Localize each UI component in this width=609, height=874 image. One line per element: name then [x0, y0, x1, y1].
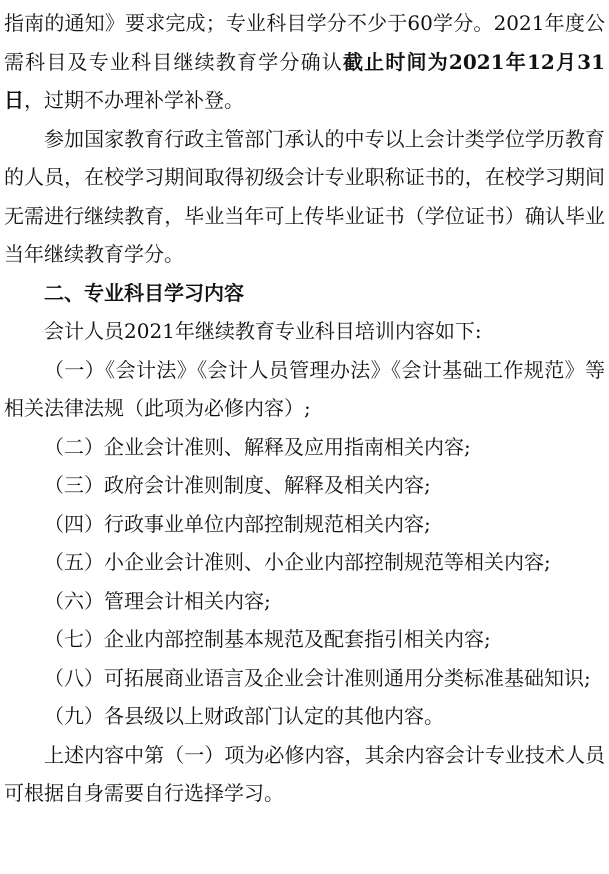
list-item: （七）企业内部控制基本规范及配套指引相关内容;: [44, 627, 491, 651]
list-item: （一）《会计法》《会计人员管理办法》《会计基础工作规范》等相关法律法规（此项为必修内容）;: [4, 357, 605, 420]
paragraph-closing: 上述内容中第（一）项为必修内容，其余内容会计专业技术人员可根据自身需要自行选择学习。: [4, 742, 605, 805]
list-item: （六）管理会计相关内容;: [44, 588, 271, 613]
paragraph-text: 指南的通知》要求完成；专业科目学分不少于60学分。2021年度公需科目及专业科目继续教育学分确认: [4, 11, 605, 74]
list-item: （二）企业会计准则、解释及应用指南相关内容;: [44, 434, 471, 459]
paragraph-intro: 会计人员2021年继续教育专业科目培训内容如下:: [44, 319, 482, 343]
list-item: （五）小企业会计准则、小企业内部控制规范等相关内容;: [44, 550, 551, 574]
section-heading: 二、专业科目学习内容: [44, 280, 244, 305]
list-item: （八）可拓展商业语言及企业会计准则通用分类标准基础知识;: [44, 665, 591, 690]
list-item: （九）各县级以上财政部门认定的其他内容。: [44, 704, 444, 728]
paragraph-credit-deadline: [4, 4, 605, 120]
list-item: （四）行政事业单位内部控制规范相关内容;: [44, 511, 431, 536]
deadline-emphasis: 截止时间为2021年12月31日: [4, 49, 606, 112]
paragraph-student-exemption: 参加国家教育行政主管部门承认的中专以上会计类学位学历教育的人员，在校学习期间取得初级会计专业职称证书的，在校学习期间无需进行继续教育，毕业当年可上传毕业证书（学位证书）确认毕业当年继续教育学分。: [4, 126, 605, 266]
list-item: （三）政府会计准则制度、解释及相关内容;: [44, 473, 431, 497]
paragraph-text: ，过期不办理补学补登。: [24, 88, 244, 112]
